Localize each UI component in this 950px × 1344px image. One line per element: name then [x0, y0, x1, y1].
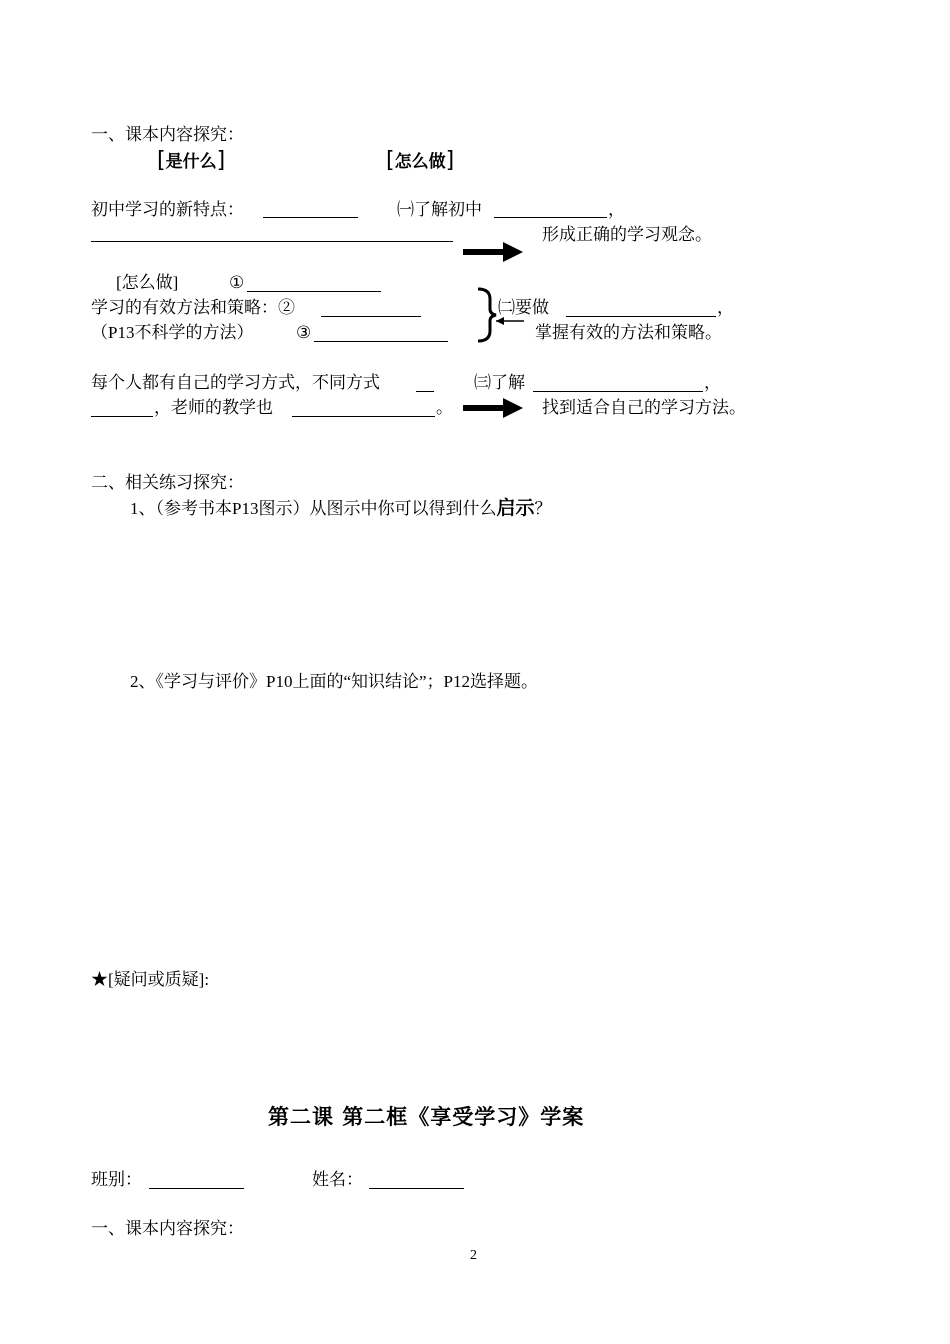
- column-header-what-label: 是什么: [165, 152, 217, 172]
- circle-three: ③: [296, 323, 312, 342]
- unscientific-methods-label: （P13不科学的方法）: [91, 323, 254, 342]
- new-features-label: 初中学习的新特点：: [91, 200, 244, 219]
- learning-style-label: 每个人都有自己的学习方式，不同方式: [91, 373, 380, 392]
- result-master-methods: 掌握有效的方法和策略。: [535, 323, 722, 342]
- question-1-end: ？: [534, 499, 552, 518]
- blank-new-features-line2[interactable]: [91, 241, 453, 242]
- understand-label: ㈢了解: [474, 373, 525, 392]
- must-do-label: ㈡要做: [498, 298, 549, 317]
- blank-name[interactable]: [369, 1188, 464, 1189]
- period: 。: [436, 398, 453, 417]
- section2-heading: 二、相关练习探究：: [91, 473, 244, 492]
- blank-class[interactable]: [149, 1188, 244, 1189]
- effective-methods-label: 学习的有效方法和策略：②: [91, 298, 295, 317]
- bracket-close: ]: [445, 148, 455, 173]
- lesson-title: 第二课 第二框《享受学习》学案: [268, 1105, 585, 1129]
- right-arrow-icon: [463, 397, 523, 419]
- bracket-open: [: [157, 148, 166, 173]
- understand-junior-label: ㈠了解初中: [397, 200, 482, 219]
- blank-method-2[interactable]: [321, 316, 421, 317]
- class-label: 班别：: [91, 1170, 142, 1189]
- blank-new-features[interactable]: [263, 217, 358, 218]
- question-1-text: 1、（参考书本P13图示）从图示中你可以得到什么: [130, 499, 497, 518]
- column-header-how-label: 怎么做: [394, 152, 446, 172]
- question-1-bold: 启示: [496, 497, 535, 519]
- blank-method-3[interactable]: [314, 341, 448, 342]
- next-section-heading: 一、课本内容探究：: [91, 1219, 244, 1238]
- name-label: 姓名：: [312, 1170, 363, 1189]
- result-learning-concept: 形成正确的学习观念。: [542, 225, 712, 244]
- question-1: [130, 499, 551, 518]
- bracket-close: ]: [216, 148, 226, 173]
- question-2: 2、《学习与评价》P10上面的“知识结论”；P12选择题。: [130, 672, 538, 691]
- column-header-what: [157, 150, 225, 172]
- how-to-tag: [怎么做]: [116, 273, 179, 292]
- questions-label: ★[疑问或质疑]:: [91, 970, 210, 989]
- comma: ，: [608, 200, 625, 219]
- circle-one: ①: [229, 273, 245, 292]
- bracket-open: [: [386, 148, 395, 173]
- page-number: 2: [470, 1248, 477, 1263]
- blank-understand[interactable]: [533, 391, 703, 392]
- section1-heading: 一、课本内容探究：: [91, 125, 244, 144]
- blank-teacher-teaching[interactable]: [292, 416, 435, 417]
- comma: ，: [717, 298, 734, 317]
- blank-different-ways-2[interactable]: [91, 416, 153, 417]
- blank-method-1[interactable]: [247, 291, 381, 292]
- comma: ，: [704, 373, 721, 392]
- teacher-teaching-label: ，老师的教学也: [154, 398, 273, 417]
- column-header-how: [386, 150, 454, 172]
- blank-must-do[interactable]: [566, 316, 716, 317]
- blank-understand-junior[interactable]: [494, 217, 607, 218]
- blank-different-ways[interactable]: [416, 391, 434, 392]
- right-arrow-icon: [463, 241, 523, 263]
- result-find-method: 找到适合自己的学习方法。: [542, 398, 746, 417]
